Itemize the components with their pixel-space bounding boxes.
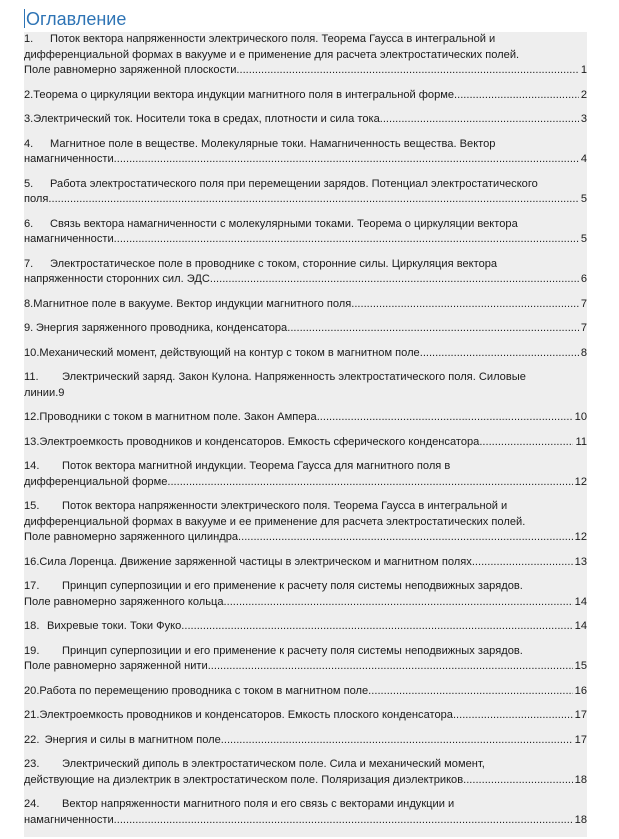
toc-title[interactable]: [24, 8, 126, 30]
toc-entry-number: 11.: [24, 371, 39, 383]
toc-page-number: 2: [580, 88, 587, 101]
toc-entry-text: намагниченности.: [24, 233, 117, 245]
toc-entry-text: Связь вектора намагниченности с молекулярными токами. Теорема о циркуляции вектора: [50, 217, 518, 230]
toc-entry-last-line: [24, 232, 587, 248]
toc-page-number: 8: [580, 346, 587, 359]
dot-leader: [170, 475, 572, 491]
toc-entry[interactable]: [24, 370, 587, 401]
toc-entry[interactable]: [24, 499, 587, 546]
toc-entry-last-line: [24, 813, 587, 829]
toc-page-number: 10: [574, 411, 587, 423]
toc-entry-text: намагниченности.: [24, 813, 117, 826]
toc-entry-last-line: [24, 475, 587, 491]
dot-leader: [466, 773, 572, 789]
toc-entry-text: Сила Лоренца. Движение заряженной частицы в электрическом и магнитном полях.: [39, 555, 475, 568]
toc-entry-number: 20.: [24, 684, 40, 697]
dot-leader: [371, 684, 572, 700]
dot-leader: [117, 152, 579, 168]
toc-page-number: 9: [58, 386, 65, 399]
toc-page-number: 14: [574, 620, 587, 632]
toc-entry-text: Проводники с током в магнитном поле. Закон Ампера.: [39, 411, 320, 423]
toc-entry-text: Принцип суперпозиции и его применение к расчету поля системы неподвижных зарядов.: [62, 644, 523, 657]
toc-entry-last-line: [24, 192, 587, 208]
dot-leader: [241, 530, 573, 546]
dot-leader: [213, 272, 579, 288]
toc-entry-last-line: [24, 410, 587, 426]
dot-leader: [457, 88, 579, 104]
toc-entry[interactable]: [24, 644, 587, 675]
toc-entry-number: 13.: [24, 435, 40, 448]
toc-entry-text: Механический момент, действующий на контур с током в магнитном поле.: [39, 346, 423, 359]
dot-leader: [224, 733, 573, 749]
toc-entry-line: [24, 515, 587, 531]
toc-entry-text: Энергия и силы в магнитном поле.: [44, 733, 224, 746]
toc-entry-text: Поле равномерно заряженной нити.: [24, 660, 211, 672]
toc-entry-last-line: [24, 386, 587, 402]
toc-entry-number: 7.: [24, 257, 34, 270]
text-cursor: [24, 9, 25, 28]
toc-entry[interactable]: [24, 88, 587, 104]
toc-page-number: 14: [574, 595, 587, 608]
toc-entry-text: Вектор напряженности магнитного поля и его связь с векторами индукции и: [62, 798, 455, 810]
toc-entry-text: Вихревые токи. Токи Фуко.: [47, 620, 185, 632]
toc-page-number: 13: [574, 555, 587, 568]
toc-entry[interactable]: [24, 32, 587, 79]
toc-entry-number: 6.: [24, 217, 34, 230]
toc-entry[interactable]: [24, 459, 587, 490]
toc-entry-line: [24, 177, 587, 193]
toc-entry-number: 22.: [24, 733, 40, 746]
dot-leader: [453, 708, 573, 724]
toc-page-number: 4: [580, 153, 587, 165]
toc-entry-number: 4.: [24, 137, 34, 150]
toc-entry-text: намагниченности.: [24, 153, 117, 165]
toc-entry-number: 23.: [24, 758, 40, 770]
toc-entry-number: 8.: [24, 297, 34, 310]
toc-page-number: 12: [574, 475, 587, 488]
toc-entry-line: [24, 644, 587, 660]
toc-entry-text: Поток вектора напряженности электрического поля. Теорема Гаусса в интегральной и: [62, 500, 508, 512]
toc-entry[interactable]: [24, 346, 587, 362]
toc-page-number: 1: [580, 64, 587, 76]
toc-entry[interactable]: [24, 733, 587, 749]
toc-entry-number: 19.: [24, 644, 40, 657]
toc-entry-line: [24, 579, 587, 595]
toc-entry-text: дифференциальной формах в вакууме и е применение для расчета электростатических полей.: [24, 48, 520, 61]
toc-page-number: 18: [574, 813, 587, 826]
toc-entry-text: поля.: [24, 193, 52, 205]
toc-entry-number: 10.: [24, 346, 40, 359]
dot-leader: [239, 63, 578, 79]
toc-entry-line: [24, 32, 587, 48]
toc-entry-text: дифференциальной форме.: [24, 475, 171, 488]
toc-entry-last-line: [24, 88, 587, 104]
toc-entry-last-line: [24, 346, 587, 362]
dot-leader: [320, 410, 573, 426]
dot-leader: [287, 321, 579, 337]
toc-entry-text: Электростатическое поле в проводнике с током, сторонние силы. Циркуляция вектора: [50, 257, 498, 270]
toc-entry-line: [24, 757, 587, 773]
toc-entry[interactable]: [24, 619, 587, 635]
toc-entry-text: Принцип суперпозиции и его применение к расчету поля системы неподвижных зарядов.: [62, 580, 523, 592]
toc-entry-text: Магнитное поле в вакууме. Вектор индукции магнитного поля.: [33, 297, 355, 310]
dot-leader: [227, 595, 573, 611]
toc-entry-text: линии.: [24, 386, 59, 399]
toc-entry[interactable]: [24, 297, 587, 313]
toc-entry-line: [24, 137, 587, 153]
toc-entry-text: Электроемкость проводников и конденсаторов. Емкость сферического конденсатора: [39, 435, 480, 448]
toc-entry-last-line: [24, 708, 587, 724]
toc-entry-last-line: [24, 272, 587, 288]
dot-leader: [354, 297, 578, 313]
toc-entry-number: 5.: [24, 177, 34, 190]
toc-entry-last-line: [24, 530, 587, 546]
toc-entry[interactable]: [24, 112, 587, 128]
toc-page-number: 3: [580, 113, 587, 125]
toc-entry-text: напряженности сторонних сил. ЭДС.: [24, 273, 213, 285]
toc-entry-text: Энергия заряженного проводника, конденсатора: [35, 322, 288, 334]
dot-leader: [117, 813, 573, 829]
toc-entry-text: Поле равномерно заряженной плоскости.: [24, 64, 240, 76]
toc-entry[interactable]: [24, 217, 587, 248]
toc-entry-text: Электрический ток. Носители тока в средах, плотности и сила тока.: [33, 113, 383, 125]
toc-entry[interactable]: [24, 555, 587, 571]
toc-entry[interactable]: [24, 579, 587, 610]
dot-leader: [479, 435, 573, 451]
toc-entry-number: 1.: [24, 33, 34, 45]
toc-entry-line: [24, 257, 587, 273]
toc-entry-text: Поток вектора магнитной индукции. Теорема Гаусса для магнитного поля в: [62, 460, 451, 472]
toc-entry[interactable]: [24, 757, 587, 788]
toc-page-number: 7: [580, 297, 587, 310]
dot-leader: [52, 192, 579, 208]
toc-entry-number: 14.: [24, 460, 40, 472]
dot-leader: [184, 619, 572, 635]
toc-page-number: 15: [574, 660, 587, 672]
toc-entry-text: Магнитное поле в веществе. Молекулярные токи. Намагниченность вещества. Вектор: [50, 137, 496, 150]
toc-entry-text: Поле равномерно заряженного цилиндра.: [24, 531, 242, 543]
toc-entry-text: Электроемкость проводников и конденсаторов. Емкость плоского конденсатора: [39, 709, 453, 721]
toc-entry-number: 12.: [24, 411, 40, 423]
toc-page-number: 5: [580, 233, 587, 245]
toc-entry-last-line: [24, 152, 587, 168]
toc-page-number: 17: [574, 733, 587, 746]
dot-leader: [475, 555, 573, 571]
toc-entry-text: Теорема о циркуляции вектора индукции магнитного поля в интегральной форме.: [33, 88, 458, 101]
toc-entry-text: дифференциальной формах в вакууме и ее применение для расчета электростатических полей.: [24, 515, 526, 528]
table-of-contents: [24, 32, 587, 837]
toc-entry[interactable]: [24, 684, 587, 700]
dot-leader: [117, 232, 579, 248]
toc-entry-last-line: [24, 595, 587, 611]
toc-page-number: 5: [580, 193, 587, 205]
toc-entry-number: 24.: [24, 798, 40, 810]
toc-entry[interactable]: [24, 177, 587, 208]
toc-page-number: 16: [574, 684, 587, 697]
toc-entry[interactable]: [24, 410, 587, 426]
toc-entry-number: 2.: [24, 88, 34, 101]
toc-entry-line: [24, 48, 587, 64]
toc-entry-last-line: [24, 112, 587, 128]
toc-entry[interactable]: [24, 708, 587, 724]
toc-page-number: 7: [580, 322, 587, 334]
dot-leader: [211, 659, 573, 675]
toc-page-number: 17: [574, 709, 587, 721]
toc-entry-last-line: [24, 619, 587, 635]
toc-entry-line: [24, 499, 587, 515]
toc-entry-line: [24, 217, 587, 233]
toc-entry-text: Работа по перемещению проводника с током в магнитном поле.: [39, 684, 372, 697]
toc-entry-last-line: [24, 63, 587, 79]
toc-entry-last-line: [24, 321, 587, 337]
toc-entry-text: действующие на диэлектрик в электростатическом поле. Поляризация диэлектриков.: [24, 773, 467, 786]
toc-entry-number: 9.: [24, 322, 34, 334]
toc-entry-last-line: [24, 555, 587, 571]
toc-entry-last-line: [24, 435, 587, 451]
toc-entry-line: [24, 797, 587, 813]
toc-entry-last-line: [24, 659, 587, 675]
toc-entry-last-line: [24, 733, 587, 749]
toc-entry-last-line: [24, 684, 587, 700]
toc-entry-number: 15.: [24, 500, 40, 512]
toc-entry-text: Электрический заряд. Закон Кулона. Напряженность электростатического поля. Силовые: [62, 371, 526, 383]
toc-title-text: Оглавление: [26, 9, 127, 29]
toc-entry[interactable]: [24, 321, 587, 337]
toc-entry[interactable]: [24, 797, 587, 828]
toc-entry-number: 17.: [24, 580, 40, 592]
toc-entry-line: [24, 459, 587, 475]
toc-entry-text: Поле равномерно заряженного кольца.: [24, 595, 227, 608]
toc-entry[interactable]: [24, 435, 587, 451]
toc-entry-line: [24, 370, 587, 386]
toc-page-number: 18: [574, 773, 587, 786]
toc-entry-text: Электрический диполь в электростатическом поле. Сила и механический момент,: [62, 758, 485, 770]
toc-entry-number: 16.: [24, 555, 40, 568]
toc-entry[interactable]: [24, 137, 587, 168]
toc-page-number: 11: [575, 435, 587, 448]
toc-entry-number: 18.: [24, 620, 40, 632]
toc-entry-last-line: [24, 297, 587, 313]
toc-page-number: 12: [574, 531, 587, 543]
toc-entry-text: Поток вектора напряженности электрического поля. Теорема Гаусса в интегральной и: [50, 33, 496, 45]
toc-page-number: 6: [580, 273, 587, 285]
toc-entry-last-line: [24, 773, 587, 789]
dot-leader: [423, 346, 579, 362]
toc-entry-number: 21.: [24, 709, 40, 721]
toc-entry-text: Работа электростатического поля при перемещении зарядов. Потенциал электростатического: [50, 177, 538, 190]
toc-entry[interactable]: [24, 257, 587, 288]
dot-leader: [383, 112, 579, 128]
toc-entry-number: 3.: [24, 113, 34, 125]
